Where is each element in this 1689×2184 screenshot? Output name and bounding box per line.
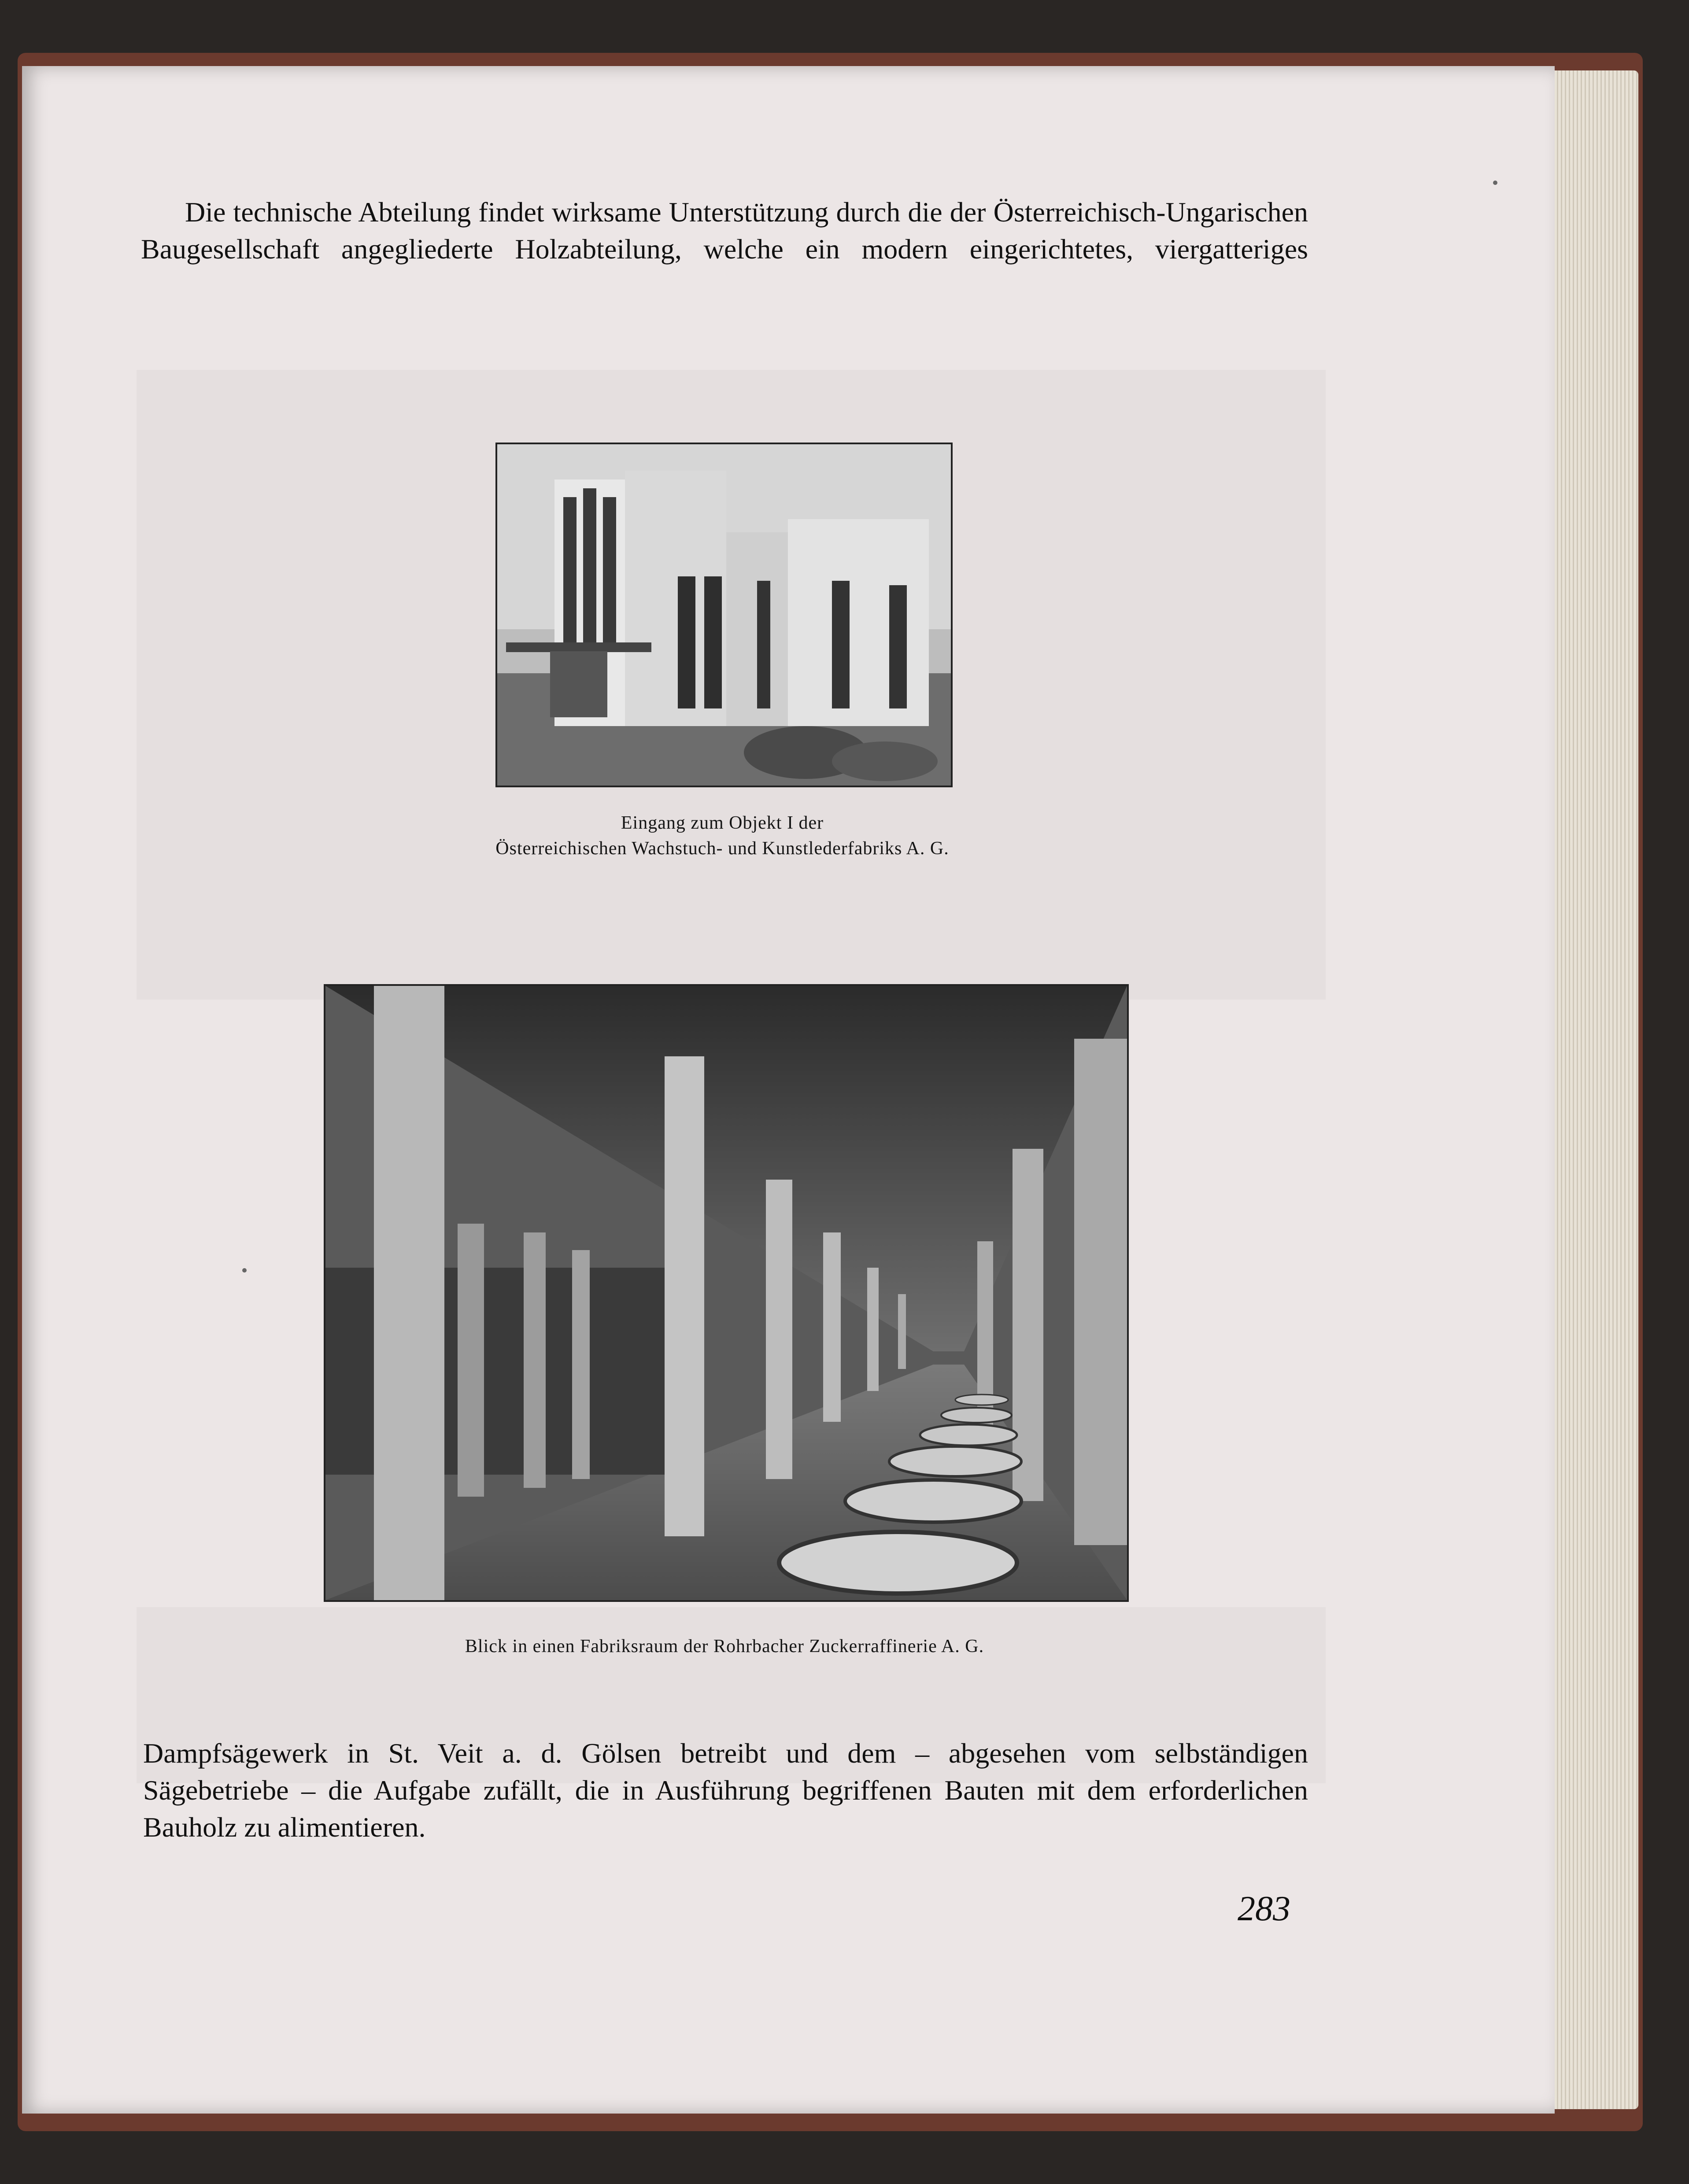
paragraph-bottom-line-2: Sägebetriebe – die Aufgabe zufällt, die in Ausführung begriffenen Bauten mit dem erforderlichen (143, 1774, 1308, 1806)
photo-factory-hall (324, 984, 1129, 1602)
paragraph-top-line-2: Baugesellschaft angegliederte Holzabteilung, welche ein modern eingerichtetes, viergatteriges (141, 233, 1308, 265)
paragraph-bottom-line-1: Dampfsägewerk in St. Veit a. d. Gölsen betreibt und dem – abgesehen vom selbständigen (143, 1738, 1308, 1769)
caption-factory-hall (324, 1634, 1125, 1659)
paragraph-top-line-1: Die technische Abteilung findet wirksame Unterstützung durch die der Österreichisch-Ungarischen (185, 196, 1308, 228)
paper-speck (242, 1268, 247, 1273)
caption-1-line-2: Österreichischen Wachstuch- und Kunstlederfabriks A. G. (495, 838, 949, 859)
caption-factory-entrance (396, 810, 1048, 861)
page-number: 283 (1238, 1889, 1290, 1928)
paragraph-top (141, 194, 1308, 268)
photo-factory-entrance (495, 443, 953, 787)
page-edges (1550, 70, 1638, 2109)
caption-2-line-1: Blick in einen Fabriksraum der Rohrbacher Zuckerraffinerie A. G. (465, 1636, 984, 1656)
paragraph-bottom (143, 1735, 1308, 1846)
factory-entrance-image (497, 444, 951, 786)
caption-1-line-1: Eingang zum Objekt I der (621, 813, 824, 833)
paper-speck (1493, 181, 1497, 185)
paragraph-bottom-line-3: Bauholz zu alimentieren. (143, 1811, 426, 1843)
factory-hall-image (325, 986, 1127, 1600)
